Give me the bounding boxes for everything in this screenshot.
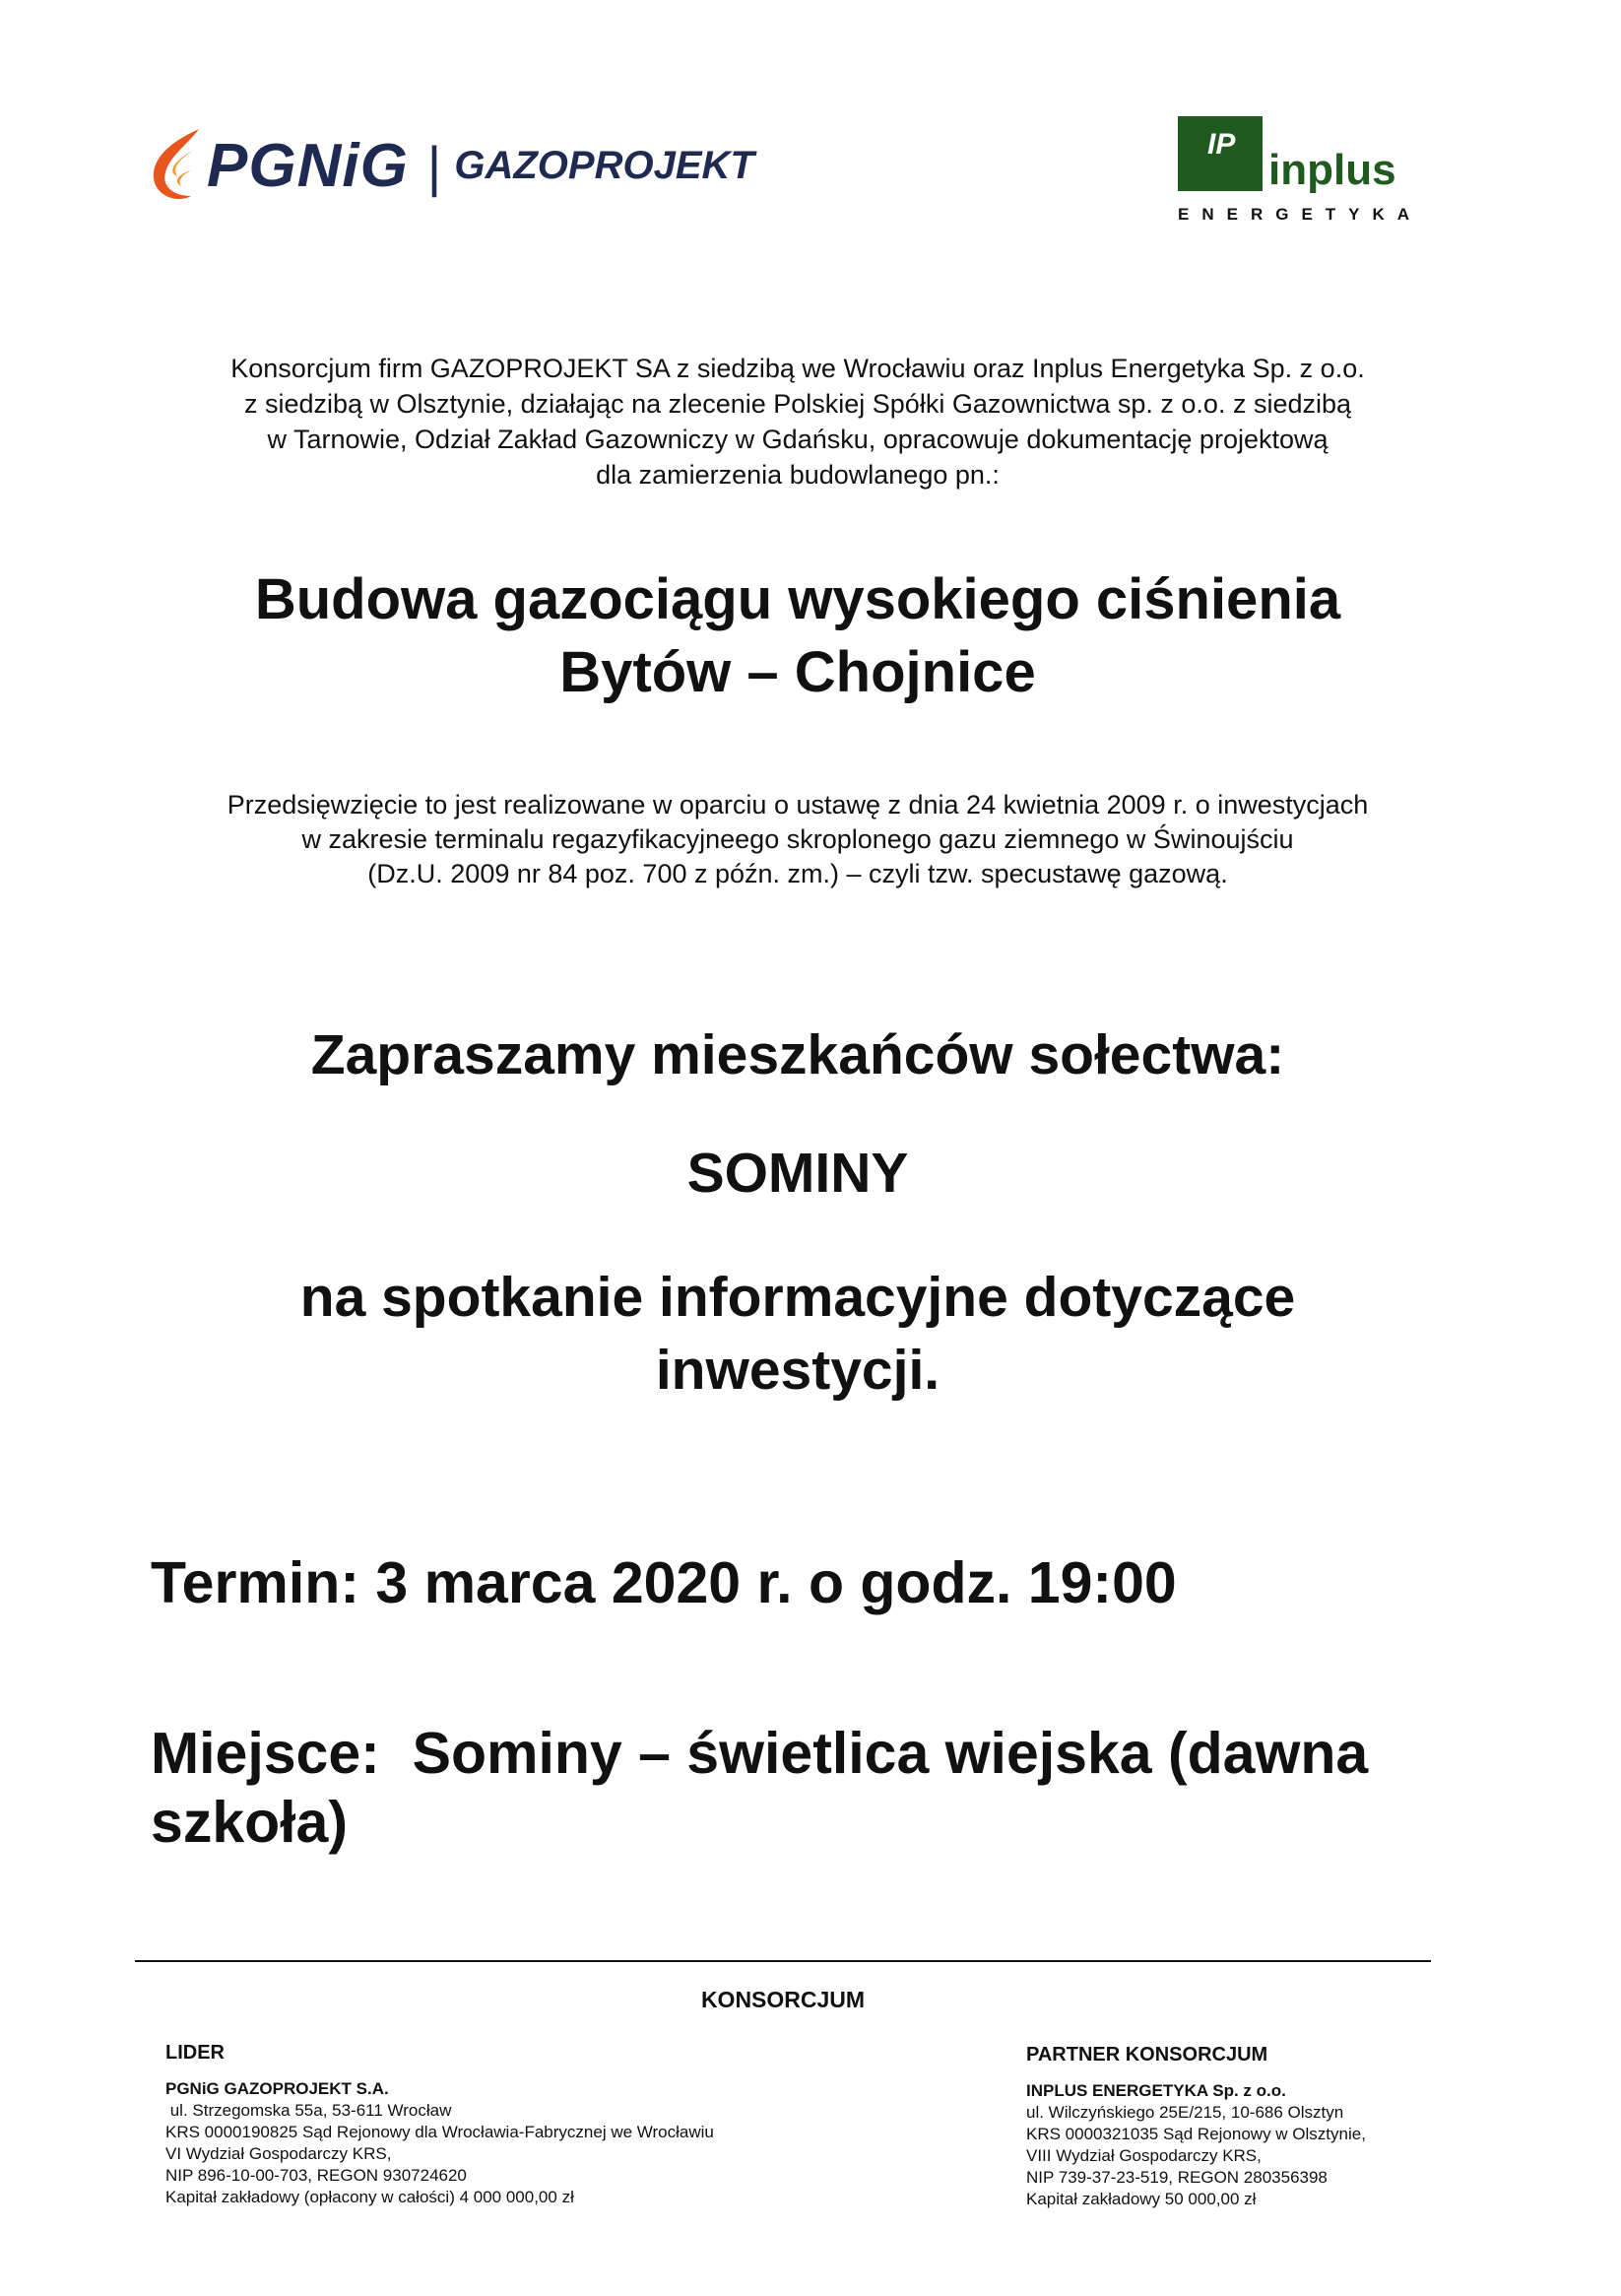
partner-name: INPLUS ENERGETYKA Sp. z o.o. [1026, 2081, 1286, 2100]
intro-line: z siedzibą w Olsztynie, działając na zlecenie Polskiej Spółki Gazownictwa sp. z o.o. z siedzibą [243, 389, 1352, 419]
partner-line: VIII Wydział Gospodarczy KRS, [1026, 2146, 1262, 2165]
leader-name: PGNiG GAZOPROJEKT S.A. [165, 2079, 389, 2098]
intro-line: Konsorcjum firm GAZOPROJEKT SA z siedzibą we Wrocławiu oraz Inplus Energetyka Sp. z o.o. [230, 354, 1365, 383]
partner-line: ul. Wilczyńskiego 25E/215, 10-686 Olsztyn [1026, 2103, 1344, 2122]
intro-paragraph [128, 351, 1467, 492]
leader-line: Kapitał zakładowy (opłacony w całości) 4 000 000,00 zł [165, 2188, 574, 2206]
flame-icon [148, 127, 207, 204]
basis-line: w zakresie terminalu regazyfikacyjneego skroplonego gazu ziemnego w Świnoujściu [301, 824, 1294, 854]
subject-line: na spotkanie informacyjne dotyczące [299, 1266, 1296, 1329]
place-line: Miejsce: Sominy – świetlica wiejska (dawna [151, 1721, 1369, 1786]
ip-mark: IP [1178, 116, 1263, 191]
leader-line: VI Wydział Gospodarczy KRS, [165, 2144, 392, 2163]
leader-line: NIP 896-10-00-703, REGON 930724620 [165, 2166, 467, 2185]
invitation-subject [128, 1261, 1467, 1407]
footer-heading: KONSORCJUM [700, 1987, 866, 2012]
partner-label: PARTNER KONSORCJUM [1026, 2044, 1268, 2066]
basis-line: Przedsięwzięcie to jest realizowane w oparciu o ustawę z dnia 24 kwietnia 2009 r. o inwestycjach [227, 790, 1369, 820]
leader-line: KRS 0000190825 Sąd Rejonowy dla Wrocławia-Fabrycznej we Wrocławiu [165, 2123, 714, 2141]
logo-separator: | [425, 134, 441, 197]
partner-line: KRS 0000321035 Sąd Rejonowy w Olsztynie, [1026, 2125, 1366, 2143]
village-name: SOMINY [686, 1142, 909, 1205]
intro-line: w Tarnowie, Odział Zakład Gazowniczy w Gdańsku, opracowuje dokumentację projektową [267, 425, 1329, 454]
pgnig-wordmark: PGNiG [207, 131, 409, 200]
subject-line: inwestycji. [655, 1339, 940, 1402]
leader-line: ul. Strzegomska 55a, 53-611 Wrocław [165, 2101, 452, 2120]
place-line: szkoła) [151, 1790, 349, 1855]
title-line: Bytów – Chojnice [559, 640, 1036, 704]
pgnig-gazoprojekt-logo [148, 126, 754, 205]
invitation-heading: Zapraszamy mieszkańców sołectwa: [310, 1023, 1285, 1086]
legal-basis [128, 788, 1467, 891]
meeting-place [151, 1719, 1608, 1857]
inplus-wordmark: inplus [1268, 146, 1396, 194]
basis-line: (Dz.U. 2009 nr 84 poz. 700 z późn. zm.) – czyli tzw. specustawę gazową. [367, 859, 1228, 888]
leader-label: LIDER [165, 2042, 225, 2064]
partner-line: Kapitał zakładowy 50 000,00 zł [1026, 2190, 1257, 2208]
intro-line: dla zamierzenia budowlanego pn.: [596, 460, 1000, 490]
energetyka-label: ENERGETYKA [1178, 205, 1423, 224]
footer-divider [135, 1960, 1431, 1962]
gazoprojekt-wordmark: GAZOPROJEKT [454, 143, 754, 187]
leader-info [165, 2041, 714, 2208]
project-title [128, 563, 1467, 709]
title-line: Budowa gazociągu wysokiego ciśnienia [254, 567, 1341, 631]
partner-line: NIP 739-37-23-519, REGON 280356398 [1026, 2168, 1328, 2187]
partner-info [1026, 2043, 1366, 2210]
inplus-logo [1178, 116, 1463, 227]
meeting-date: Termin: 3 marca 2020 r. o godz. 19:00 [151, 1550, 1177, 1615]
